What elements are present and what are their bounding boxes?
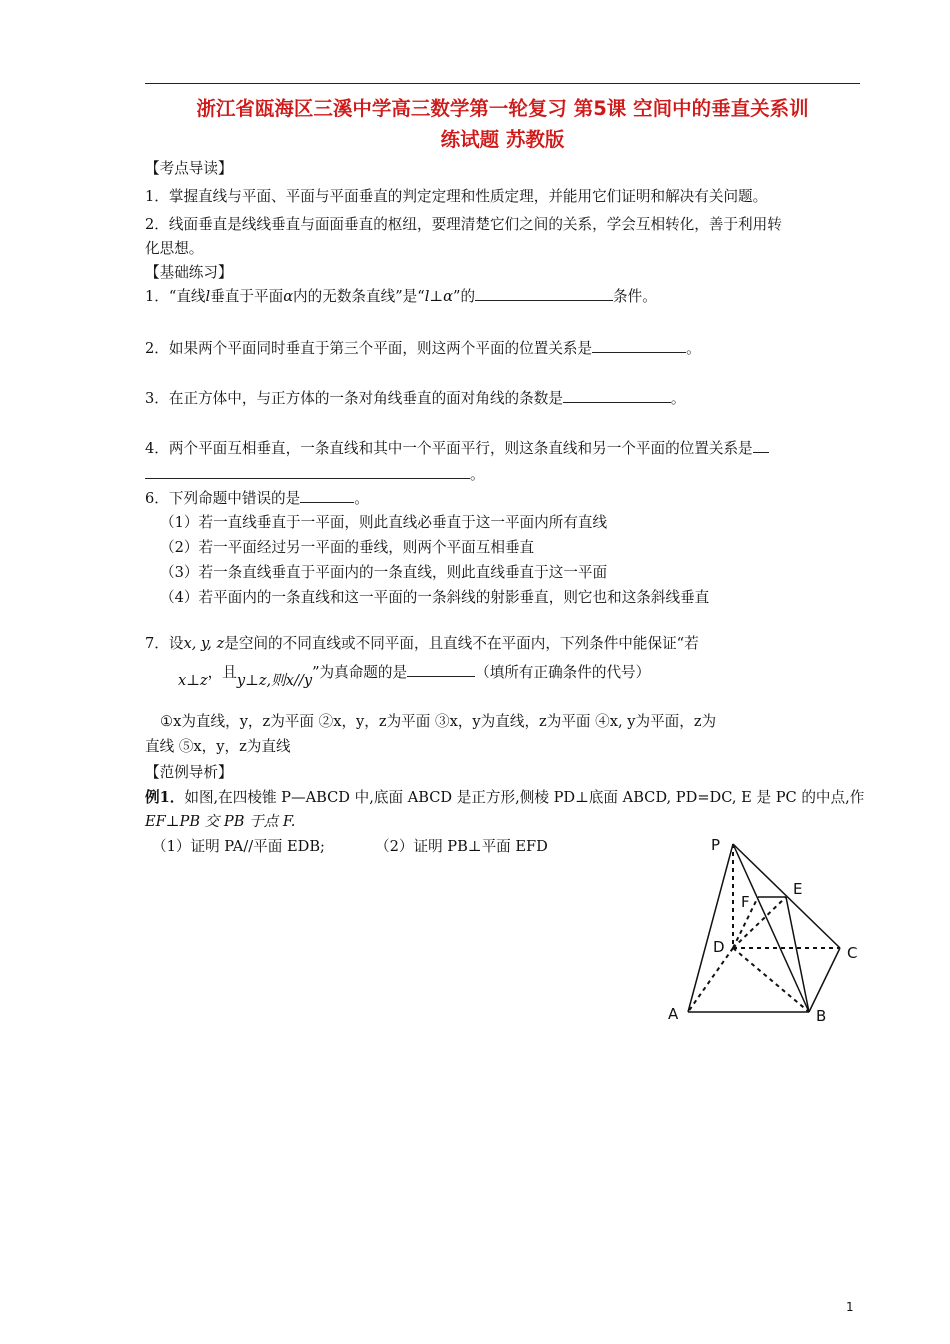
answer-blank-3[interactable]: [563, 388, 671, 403]
q6-option-4: （4）若平面内的一条直线和这一平面的一条斜线的射影垂直，则它也和这条斜线垂直: [160, 589, 710, 606]
label-D: D: [713, 938, 725, 956]
answer-blank-4b[interactable]: [145, 464, 470, 479]
example-1-line2: EF⊥PB 交 PB 于点 F.: [145, 813, 296, 830]
question-7: 7．设x, y, z是空间的不同直线或不同平面，且直线不在平面内，下列条件中能保证“若: [145, 635, 699, 652]
q6-option-2: （2）若一平面经过另一平面的垂线，则两个平面互相垂直: [160, 539, 535, 556]
guide-item-2: 2．线面垂直是线线垂直与面面垂直的枢纽，要理清楚它们之间的关系，学会互相转化，善于利用转: [145, 216, 782, 233]
q6-option-3: （3）若一条直线垂直于平面内的一条直线，则此直线垂直于这一平面: [160, 564, 608, 581]
question-4-cont: 。: [145, 464, 485, 486]
question-2: 2．如果两个平面同时垂直于第三个平面，则这两个平面的位置关系是 。: [145, 340, 701, 357]
answer-blank-7[interactable]: [407, 662, 475, 677]
answer-blank-4a[interactable]: [753, 438, 769, 453]
section-basic: 【基础练习】: [145, 264, 233, 281]
label-P: P: [711, 836, 721, 854]
page-title-line2: 练试题 苏教版: [440, 128, 565, 151]
question-4: 4．两个平面互相垂直，一条直线和其中一个平面平行，则这条直线和另一个平面的位置关系是: [145, 438, 769, 460]
label-B: B: [816, 1007, 827, 1025]
label-E: E: [793, 880, 803, 898]
answer-blank-2[interactable]: [592, 338, 686, 353]
example-1-line1: 例1．如图,在四棱锥 P—ABCD 中,底面 ABCD 是正方形,侧棱 PD⊥底面 ABCD, PD=DC, E 是 PC 的中点,作: [145, 789, 865, 806]
example-1-part2: （2）证明 PB⊥平面 EFD: [375, 838, 548, 855]
question-7-cont: x⊥z，且y⊥z,则x//y”为真命题的是 （填所有正确条件的代号）: [178, 664, 651, 689]
q7-options-line1: ①x为直线，y，z为平面 ②x，y，z为平面 ③x，y为直线，z为平面 ④x, y为平面，z为: [160, 713, 717, 730]
edge-DA: [688, 948, 733, 1012]
guide-item-1: 1．掌握直线与平面、平面与平面垂直的判定定理和性质定理，并能用它们证明和解决有关问题。: [145, 188, 768, 205]
guide-item-3: 化思想。: [145, 240, 204, 257]
top-rule: [145, 83, 860, 84]
q6-option-1: （1）若一直线垂直于一平面，则此直线必垂直于这一平面内所有直线: [160, 514, 608, 531]
edge-PB: [733, 844, 809, 1012]
page-title-line1: 浙江省瓯海区三溪中学高三数学第一轮复习 第5课 空间中的垂直关系训: [196, 97, 809, 120]
q7-options-line2: 直线 ⑤x，y，z为直线: [145, 738, 291, 755]
label-F: F: [741, 893, 750, 911]
answer-blank-6[interactable]: [300, 488, 354, 503]
question-3: 3．在正方体中，与正方体的一条对角线垂直的面对角线的条数是 。: [145, 390, 686, 407]
pyramid-figure: [660, 830, 870, 1030]
section-guide: 【考点导读】: [145, 160, 233, 177]
question-1: 1．“直线l垂直于平面α内的无数条直线”是“l⊥α”的 条件。: [145, 288, 657, 305]
question-6: 6．下列命题中错误的是 。: [145, 490, 369, 507]
answer-blank-1[interactable]: [475, 286, 613, 301]
label-A: A: [668, 1005, 679, 1023]
page-number: 1: [846, 1300, 854, 1314]
section-example: 【范例导析】: [145, 764, 233, 781]
edge-BC: [809, 948, 840, 1012]
edge-PA: [688, 844, 733, 1012]
label-C: C: [847, 944, 858, 962]
example-1-part1: （1）证明 PA//平面 EDB;: [152, 838, 325, 855]
